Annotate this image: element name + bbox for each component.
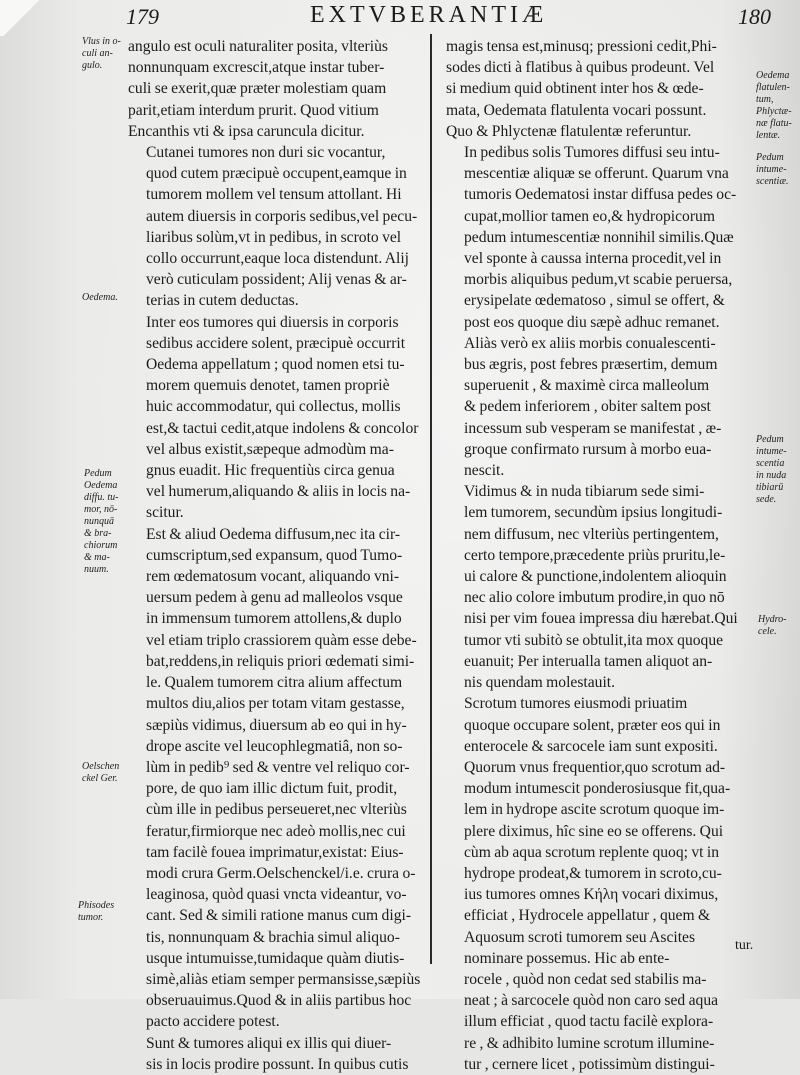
text-line: nem diffusum, nec vlteriùs pertingentem, [464,525,719,543]
right-column-paragraph [446,36,748,142]
left-column-paragraph [128,36,424,142]
text-line: Est & aliud Oedema diffusum,nec ita cir- [146,525,401,543]
column-divider [430,34,432,964]
margin-gloss-oedema: Oedema. [82,292,118,303]
text-line: tumorem mollem vel tensum attollant. Hi [146,186,402,204]
margin-gloss-hydrocele: Hydro- cele. [758,614,787,637]
text-line: mescentiæ aliquæ se offerunt. Quarum vna [464,165,729,183]
text-line: rocele , quòd non cedat sed stabilis ma- [464,970,707,988]
text-line: tis, nonnunquam & brachia simul aliquo- [146,928,400,946]
text-line: sodes dicti à flatibus à quibus prodeunt. Vel [446,59,715,77]
text-line: simè,aliàs etiam semper permansisse,sæpiùs [146,970,421,988]
text-line: bat,reddens,in reliquis priori œdemati simi- [146,652,415,670]
text-line: superuenit , & maximè circa malleolum [464,377,710,395]
text-line: morbis aliquibus pedum,vt scabie peruersa, [464,271,733,289]
text-line: cùm ab aqua scrotum replente quoq; vt in [464,843,720,861]
left-column-paragraph [128,1033,424,1075]
text-line: vel etiam triplo crassiorem quàm esse debe- [146,631,417,649]
text-line: sedibus accidere solent, præcipuè occurrit [146,334,406,352]
running-title: EXTVBERANTIÆ [310,2,548,28]
text-line: le. Qualem tumorem citra alium affectum [146,674,403,692]
text-line: uersum pedem à genu ad malleolos vsque [146,589,403,607]
text-line: nis quendam molestauit. [464,674,616,692]
text-line: ui calore & punctione,indolentem alioquin [464,568,727,586]
text-line: quod cutem præcipuè occupent,eamque in [146,165,407,183]
text-line: drope ascite vel leucophlegmatiâ, non so- [146,737,403,755]
text-line: leaginosa, quòd quasi vncta videantur, vo- [146,886,407,904]
text-line: post eos quoque diu sæpè adhuc remanet. [464,313,720,331]
text-line: re , & adhibito lumine scrotum illumine- [464,1034,715,1052]
text-line: liaribus solùm,vt in pedibus, in scroto vel [146,228,402,246]
text-line: Quorum vnus frequentior,quo scrotum ad- [464,758,726,776]
text-line: plere diximus, hîc sine eo se offerens. Qui [464,822,724,840]
right-page-number: 180 [738,4,771,29]
catchword: tur. [735,938,754,953]
right-column-paragraph [446,142,748,481]
text-line: erysipelate œdematoso , simul se offert, & [464,292,725,310]
text-line: tumoris Oedematosi instar diffusa pedes oc- [464,186,737,204]
text-line: lem tumorem, secundùm ipsius longitudi- [464,504,723,522]
text-line: nonnunquam excrescit,atque instar tuber- [128,59,385,77]
text-line: huic accommodatur, qui collectus, mollis [146,398,401,416]
right-column-paragraph [446,693,748,1075]
text-line: Scrotum tumores eiusmodi priuatim [464,695,688,713]
text-line: autem diuersis in corporis sedibus,vel pecu- [146,207,418,225]
text-line: vel sponte à caussa interna procedit,vel in [464,250,722,268]
left-column-paragraph [128,524,424,1033]
text-line: culi se exerit,quæ præter molestiam quam [128,80,387,98]
text-line: quoque occupare solent, præter eos qui in [464,716,721,734]
text-line: nescit. [464,462,505,480]
text-line: terias in cutem deductas. [146,292,299,310]
margin-gloss-tibiarum: Pedum intume- scentia in nuda tibiarū sede. [756,434,787,505]
text-line: cant. Sed & simili ratione manus cum digi- [146,907,412,925]
text-line: Cutanei tumores non duri sic vocantur, [146,144,386,162]
text-line: usque intumuisse,tumidaque quàm diutis- [146,949,405,967]
text-line: multos diu,alios per totam vitam gestasse, [146,695,405,713]
text-line: lùm in pedib⁹ sed & ventre vel reliquo cor- [146,758,410,776]
text-line: verò cuticulam possident; Alij venas & ar- [146,271,407,289]
text-line: sis in locis prodire possunt. In quibus cutis [146,1055,409,1073]
margin-gloss-pedum-oedema: Pedum Oedema diffu. tu- mor, nō- nunquā & bra- chiorum & ma- nuum. [84,468,119,575]
text-line: In pedibus solis Tumores diffusi seu intu- [464,144,720,162]
text-line: nominare possemus. Hic ab ente- [464,949,670,967]
left-column [128,36,424,1075]
text-line: hydrope prodeat,& tumorem in scroto,cu- [464,864,722,882]
text-line: collo occurrunt,eaque loca distendunt. Alij [146,250,410,268]
text-line: Quo & Phlyctenæ flatulentæ referuntur. [446,122,692,140]
margin-gloss-vlus: Vlus in o- culi an- gulo. [82,36,121,71]
text-line: Encanthis vti & ipsa caruncula dicitur. [128,122,365,140]
right-column [446,36,748,1075]
text-line: euanuit; Per interualla tamen aliquot an- [464,652,713,670]
margin-gloss-phisodes: Phisodes tumor. [78,900,115,923]
text-line: vel albus existit,sæpeque admodùm ma- [146,440,394,458]
left-column-paragraph [128,142,424,312]
text-line: cumscriptum,sed expansum, quod Tumo- [146,546,403,564]
text-line: enterocele & sarcocele iam sunt expositi. [464,737,718,755]
text-line: cupat,mollior tamen eo,& hydropicorum [464,207,715,225]
text-line: pacto accidere potest. [146,1013,280,1031]
text-line: & pedem inferiorem , obiter saltem post [464,398,711,416]
text-line: mata, Oedemata flatulenta vocari possunt. [446,101,707,119]
text-line: tumor vti subitò se obtulit,ita mox quoque [464,631,724,649]
text-line: Aquosum scroti tumorem seu Ascites [464,928,696,946]
text-line: rem œdematosum vocant, aliquando vni- [146,568,400,586]
text-line: lem in hydrope ascite scrotum quoque im- [464,801,725,819]
text-line: morem quemuis denotet, tamen propriè [146,377,390,395]
text-line: tur , cernere licet , potissimùm distingui- [464,1055,715,1073]
margin-gloss-oedema-flatulentum: Oedema flatulen- tum, Phlyctæ- næ flatu- lentæ. [756,70,792,141]
right-column-paragraph [446,481,748,693]
margin-gloss-oelschenckel: Oelschen ckel Ger. [82,761,120,784]
text-line: tam facilè fouea imprimatur,existat: Eius- [146,843,404,861]
text-line: efficiat , Hydrocele appellatur , quem & [464,907,711,925]
text-line: incessum sub vesperam se manifestat , æ- [464,419,722,437]
text-line: parit,etiam interdum prurit. Quod vitium [128,101,379,119]
text-line: gnus euadit. Hic frequentiùs circa genua [146,462,395,480]
text-line: modi crura Germ.Oelschenckel/i.e. crura o- [146,864,416,882]
text-line: Inter eos tumores qui diuersis in corporis [146,313,399,331]
margin-gloss-pedum-intumescentiae: Pedum intume- scentiæ. [756,152,789,187]
text-line: Aliàs verò ex aliis morbis conualescenti- [464,334,716,352]
text-line: scitur. [146,504,184,522]
text-line: pore, de quo iam illic dictum fuit, prodit, [146,780,398,798]
text-line: nec alio colore imbutum prodire,in quo nō [464,589,725,607]
text-line: Sunt & tumores aliqui ex illis qui diuer- [146,1034,392,1052]
text-line: ius tumores omnes Κήλη vocari diximus, [464,886,719,904]
text-line: illum efficiat , quod tactu facilè explora- [464,1013,714,1031]
page-corner-fold [0,0,42,36]
text-line: bus ægris, post febres præsertim, demum [464,356,718,374]
text-line: nisi per vim fouea impressa diu hærebat.Qui [464,610,738,628]
left-column-paragraph [128,312,424,524]
text-line: angulo est oculi naturaliter posita, vlteriùs [128,38,388,55]
text-line: vel humerum,aliquando & aliis in locis na- [146,483,411,501]
text-line: magis tensa est,minusq; pressioni cedit,Phi- [446,38,717,55]
left-page-number: 179 [126,4,159,29]
text-line: obseruauimus.Quod & in aliis partibus hoc [146,992,412,1010]
text-line: groque confirmato rursum à morbo eua- [464,440,712,458]
text-line: in immensum tumorem attollens,& duplo [146,610,402,628]
text-line: est,& tactui cedit,atque indolens & concolor [146,419,419,437]
text-line: feratur,firmiorque nec adeò mollis,nec cui [146,822,406,840]
text-line: cùm ille in pedibus perseueret,nec vlteriùs [146,801,407,819]
text-line: pedum intumescentiæ nonnihil similis.Quæ [464,228,734,246]
text-line: Vidimus & in nuda tibiarum sede simi- [464,483,705,501]
text-line: neat ; à sarcocele quòd non caro sed aqua [464,992,719,1010]
text-line: Oedema appellatum ; quod nomen etsi tu- [146,356,405,374]
text-line: sæpiùs vidimus, diuersum ab eo qui in hy- [146,716,407,734]
text-line: si medium quid obtinent inter hos & œde- [446,80,704,98]
text-line: certo tempore,præcedente priùs pruritu,le- [464,546,726,564]
text-line: modum intumescit ponderosiusque fit,qua- [464,780,731,798]
